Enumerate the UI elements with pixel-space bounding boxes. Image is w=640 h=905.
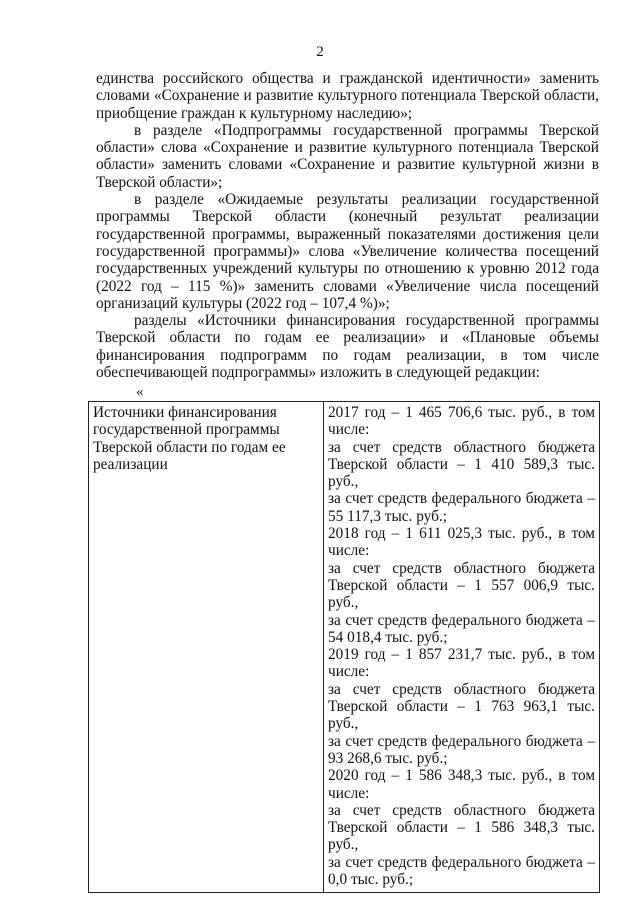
funding-line: 0,0 тыс. руб.; — [328, 871, 414, 889]
funding-line: за счет средств федерального бюджета – — [328, 490, 595, 508]
funding-line: за счет средств федерального бюджета – — [328, 853, 595, 871]
funding-line: 2019 год – 1 857 231,7 тыс. руб., в том — [328, 646, 595, 664]
funding-line: 54 018,4 тыс. руб.; — [328, 628, 448, 646]
funding-line: Тверской области – 1 586 348,3 тыс. руб., — [328, 819, 595, 854]
funding-line: 55 117,3 тыс. руб.; — [328, 507, 447, 525]
opening-quote: « — [136, 384, 144, 400]
funding-line: числе: — [328, 784, 370, 802]
funding-line: за счет средств федерального бюджета – — [328, 611, 595, 629]
table-row — [89, 402, 600, 893]
funding-line: Тверской области – 1 763 963,1 тыс. руб., — [328, 698, 595, 733]
funding-line: числе: — [328, 421, 370, 439]
paragraph-continuation: единства российского общества и гражданской идентичности» заменить словами «Сохранение и развитие культурного потенциала Тверской области, приобщение граждан к культурному наследию»; — [96, 70, 599, 122]
funding-table — [88, 401, 600, 893]
funding-line: за счет средств областного бюджета — [328, 438, 595, 456]
funding-sources-label: Источники финансирования государственной программы Тверской области по годам ее реализации — [89, 402, 324, 893]
funding-line: Тверской области – 1 410 589,3 тыс. руб., — [328, 455, 595, 491]
funding-amounts-cell — [324, 402, 600, 893]
paragraph-expected-results: в разделе «Ожидаемые результаты реализации государственной программы Тверской области (конечный результат реализации государственной программы, выраженный показателями достижения цели государственной программы)» слова «Увеличение количества посещений государственных учреждений культуры по отношению к уровню 2012 года (2022 год – 115 %)» заменить словами «Увеличение числа посещений организаций культуры (2022 год – 107,4 %)»; — [96, 191, 599, 312]
funding-line: числе: — [328, 542, 370, 560]
paragraph-subprograms: в разделе «Подпрограммы государственной программы Тверской области» слова «Сохранение и развитие культурного потенциала Тверской области» заменить словами «Сохранение и развитие культурной жизни в Тверской области»; — [96, 121, 599, 191]
funding-line: за счет средств областного бюджета — [328, 680, 595, 698]
funding-line: числе: — [328, 663, 370, 681]
funding-line: Тверской области – 1 557 006,9 тыс. руб., — [328, 576, 595, 612]
paragraph-financing-sections: разделы «Источники финансирования государственной программы Тверской области по годам ее реализации» и «Плановые объемы финансирования подпрограмм по годам реализации, в том числе обеспечивающей подпрограммы» изложить в следующей редакции: — [96, 312, 599, 382]
funding-line: за счет средств федерального бюджета – — [328, 732, 595, 750]
funding-line: 2020 год – 1 586 348,3 тыс. руб., в том — [328, 767, 595, 785]
page-number: 2 — [316, 44, 324, 60]
funding-line: за счет средств областного бюджета — [328, 801, 595, 819]
funding-line: 2017 год – 1 465 706,6 тыс. руб., в том — [328, 404, 595, 421]
funding-line: 2018 год – 1 611 025,3 тыс. руб., в том — [328, 525, 595, 543]
funding-line: за счет средств областного бюджета — [328, 559, 595, 577]
document-body — [96, 70, 599, 381]
funding-line: 93 268,6 тыс. руб.; — [328, 749, 448, 767]
